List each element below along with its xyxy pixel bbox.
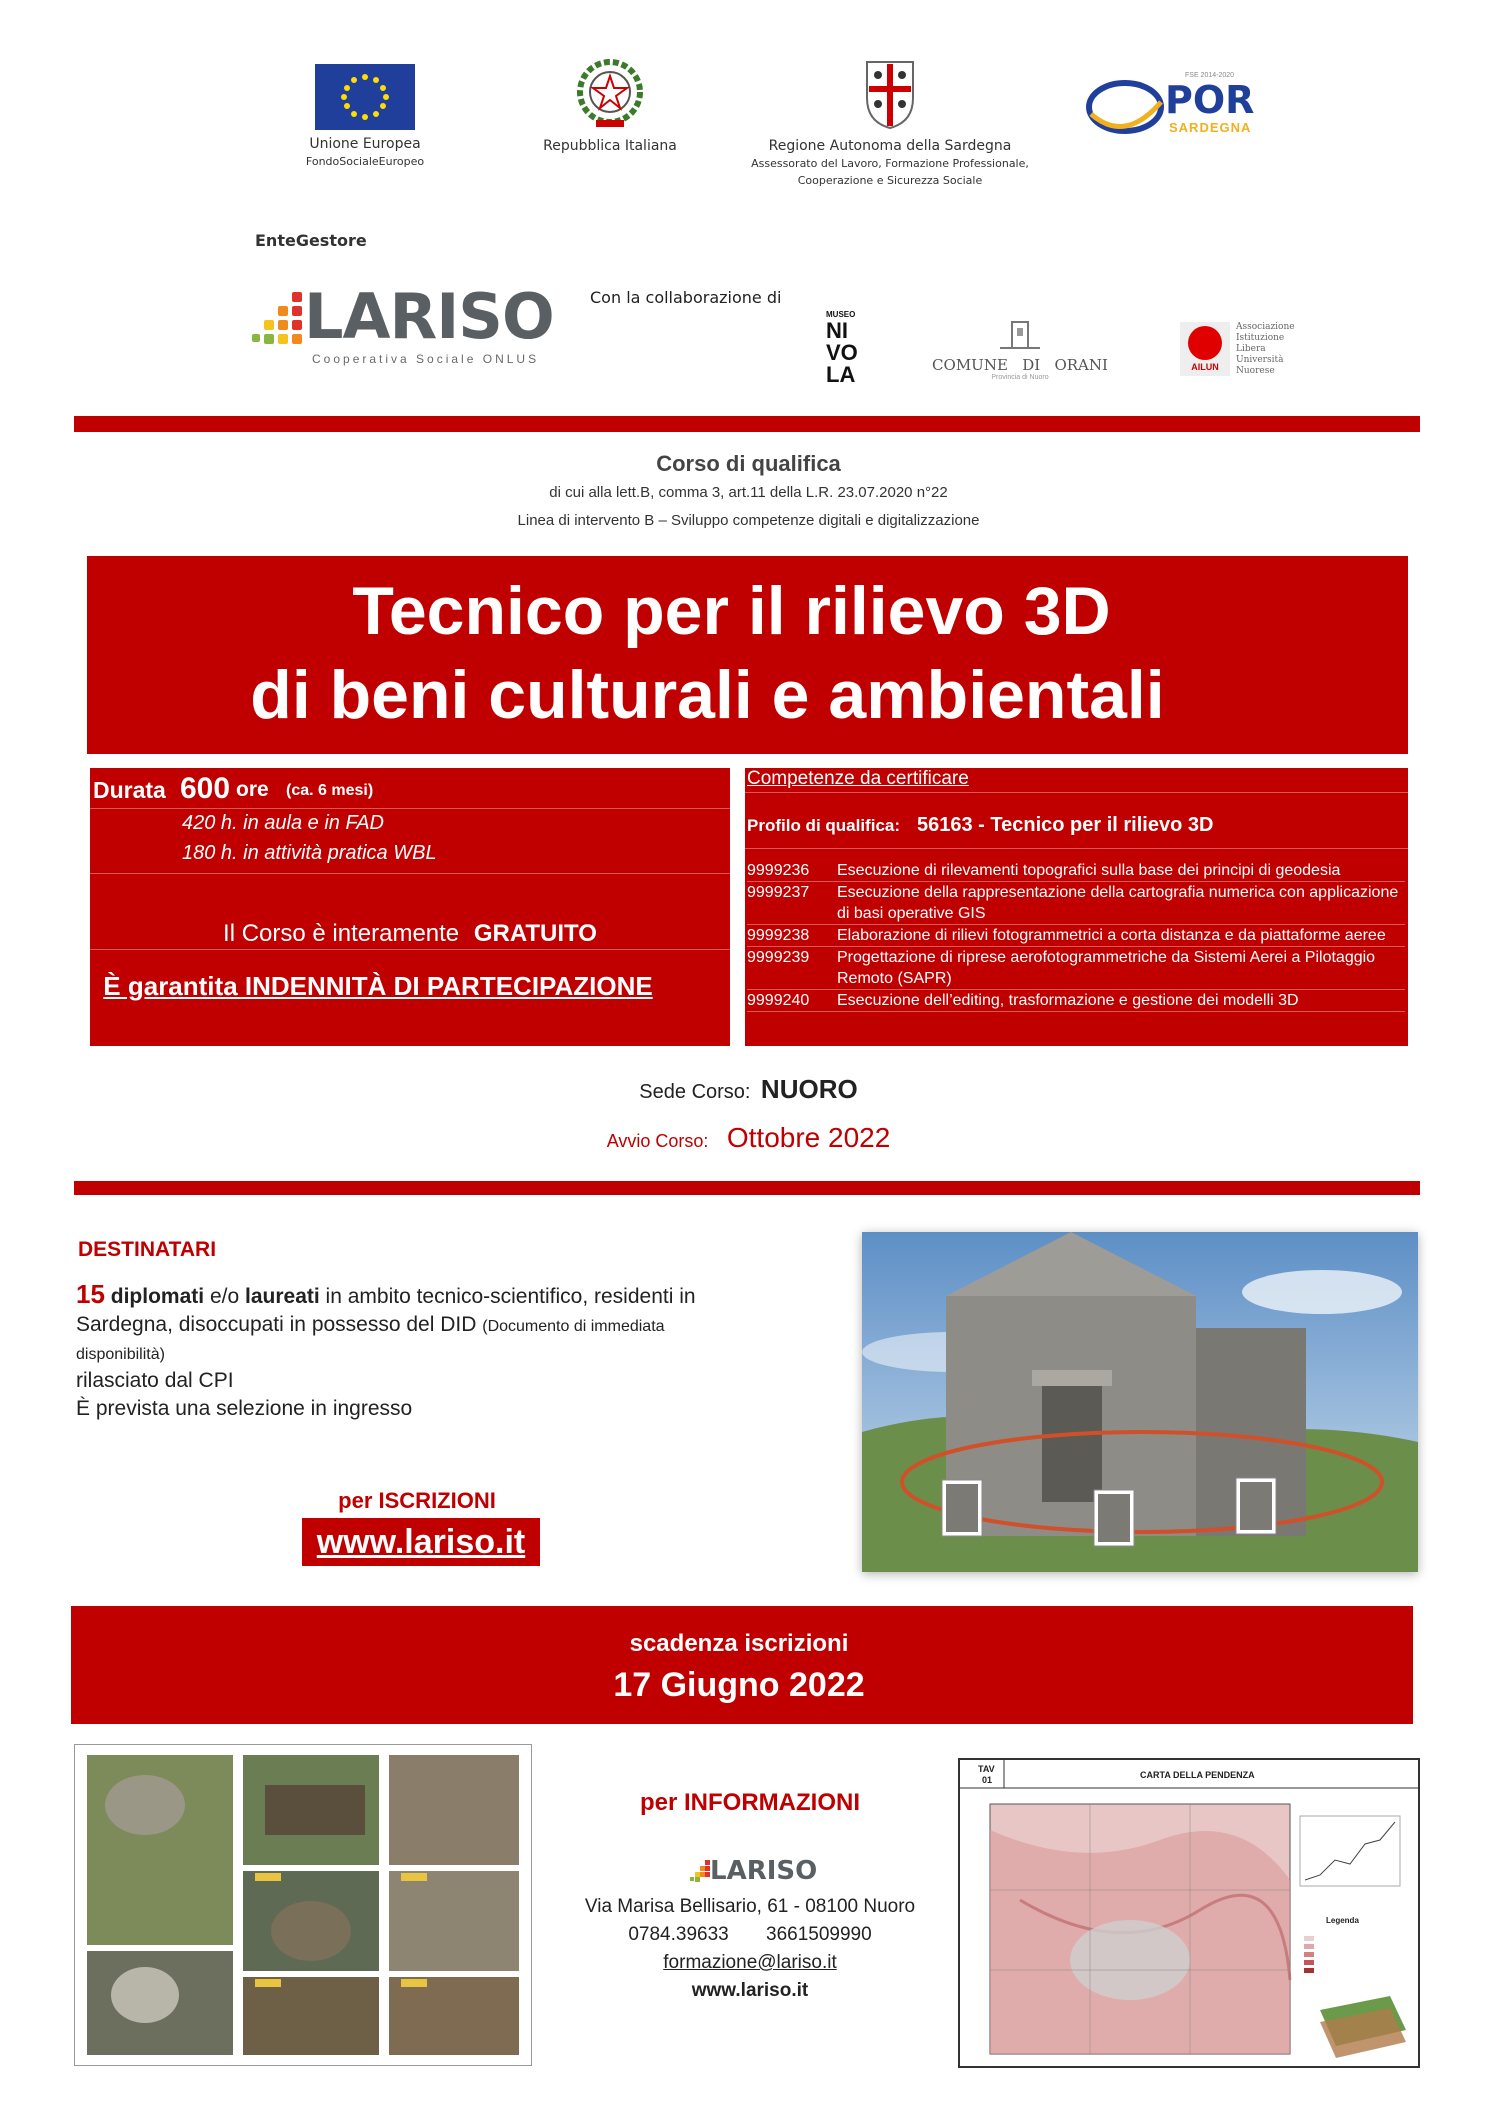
por-logo: [1085, 72, 1265, 142]
nivola-small: MUSEO: [826, 310, 856, 319]
map-legend: Legenda: [1326, 1916, 1359, 1925]
durata-box: [90, 768, 730, 1046]
sardegna-line2: Cooperazione e Sicurezza Sociale: [797, 174, 983, 187]
sardegna-logo-block: [745, 56, 1035, 189]
map-image: [960, 1760, 1418, 2066]
avvio-label: Avvio Corso:: [606, 1131, 709, 1151]
competenza-code: 9999240: [747, 992, 810, 1009]
orani-logo: [920, 320, 1120, 381]
indennita: È garantita INDENNITÀ DI PARTECIPAZIONE: [103, 971, 653, 1001]
info-phone1[interactable]: 0784.39633: [628, 1924, 729, 1945]
map-title: CARTA DELLA PENDENZA: [1140, 1770, 1255, 1780]
competenze-list: [747, 860, 1405, 1012]
durata-line2: 180 h. in attività pratica WBL: [182, 842, 437, 864]
por-swoosh-icon: [1085, 74, 1165, 140]
info-lariso-logo: [690, 1856, 818, 1886]
destinatari-num: 15: [76, 1279, 105, 1309]
lariso-logo: [252, 280, 554, 368]
competenze-box: [745, 768, 1408, 1046]
eu-logo-block: [270, 64, 460, 170]
info-web[interactable]: www.lariso.it: [691, 1980, 809, 2001]
iscrizioni-link[interactable]: www.lariso.it: [302, 1518, 540, 1566]
durata-label: Durata: [93, 777, 166, 803]
sardegna-crest-icon: [859, 56, 921, 132]
scadenza-date: 17 Giugno 2022: [613, 1666, 865, 1704]
destinatari-w1: diplomati: [110, 1285, 205, 1308]
por-small: FSE 2014-2020: [1185, 72, 1235, 79]
scadenza-label: scadenza iscrizioni: [629, 1630, 849, 1657]
durata-hours: 600: [180, 772, 231, 805]
competenze-heading: Competenze da certificare: [745, 768, 1410, 793]
nivola-3: LA: [826, 362, 856, 387]
italy-title: Repubblica Italiana: [543, 138, 677, 154]
divider-middle: [74, 1181, 1420, 1195]
iscrizioni-label: per ISCRIZIONI: [338, 1488, 496, 1513]
destinatari-w2: e/o: [209, 1285, 240, 1308]
competenza-code: 9999237: [747, 884, 810, 901]
scadenza-banner: [71, 1606, 1413, 1724]
competenza-text: Elaborazione di rilievi fotogrammetrici a corta distanza e da piattaforme aeree: [837, 927, 1386, 944]
course-ref: di cui alla lett.B, comma 3, art.11 della L.R. 23.07.2020 n°22: [549, 484, 948, 501]
eu-flag-icon: [315, 64, 415, 130]
profilo-label: Profilo di qualifica:: [747, 816, 901, 835]
profilo-value: 56163 - Tecnico per il rilievo 3D: [917, 814, 1214, 836]
sede-label: Sede Corso:: [639, 1081, 751, 1103]
ailun-text-mark: AILUN: [1191, 362, 1219, 372]
pendenza-map: [958, 1758, 1420, 2068]
church-photo: [862, 1232, 1418, 1572]
competenza-text: Esecuzione dell’editing, trasformazione e gestione dei modelli 3D: [837, 992, 1299, 1009]
nivola-1: NI: [826, 318, 848, 343]
competenza-code: 9999239: [747, 949, 810, 966]
destinatari-w4: in ambito tecnico-scientifico, residenti in Sardegna, disoccupati in possesso del DID: [76, 1285, 696, 1336]
destinatari-line3: È prevista una selezione in ingresso: [76, 1397, 413, 1420]
map-num: 01: [982, 1775, 993, 1785]
divider-top: [74, 416, 1420, 432]
ailun-text-3: Libera: [1236, 344, 1266, 354]
competenza-code: 9999238: [747, 927, 810, 944]
lariso-name: LARISO: [304, 280, 554, 353]
competenza-item: [747, 947, 1405, 990]
ailun-text-4: Università: [1236, 355, 1284, 365]
photo-collage: [74, 1744, 532, 2066]
competenza-item: [747, 860, 1405, 882]
collab-label: Con la collaborazione di: [590, 288, 782, 307]
competenza-text: Esecuzione della rappresentazione della cartografia numerica con applicazione di basi operative GIS: [837, 884, 1399, 922]
destinatari-line2: rilasciato dal CPI: [76, 1369, 234, 1392]
info-email[interactable]: formazione@lariso.it: [663, 1952, 837, 1973]
nivola-2: VO: [826, 340, 858, 365]
durata-months: (ca. 6 mesi): [286, 782, 374, 799]
durata-line1: 420 h. in aula e in FAD: [182, 812, 384, 834]
course-line: Linea di intervento B – Sviluppo competenze digitali e digitalizzazione: [517, 512, 980, 529]
sardegna-title: Regione Autonoma della Sardegna: [768, 138, 1012, 154]
ailun-text-5: Nuorese: [1236, 366, 1275, 376]
lariso-sub: Cooperativa Sociale ONLUS: [312, 352, 540, 366]
destinatari-text: [76, 1280, 706, 1423]
competenza-item: [747, 882, 1405, 925]
info-lariso-dots-icon: [690, 1860, 712, 1882]
info-address: Via Marisa Bellisario, 61 - 08100 Nuoro: [584, 1896, 916, 1917]
course-heading: Corso di qualifica: [656, 451, 841, 476]
eu-title: Unione Europea: [309, 136, 421, 152]
competenza-code: 9999236: [747, 862, 810, 879]
destinatari-heading: DESTINATARI: [78, 1238, 217, 1261]
avvio-value: Ottobre 2022: [726, 1122, 891, 1153]
destinatari-w3: laureati: [245, 1285, 320, 1308]
info-phone2[interactable]: 3661509990: [766, 1924, 872, 1945]
italy-emblem-icon: [572, 56, 648, 132]
collage-image: [75, 1745, 531, 2065]
sede-value: NUORO: [760, 1074, 858, 1104]
nivola-logo: [826, 310, 866, 386]
eu-subtitle: FondoSocialeEuropeo: [305, 155, 425, 168]
competenza-item: [747, 925, 1405, 947]
title-banner: [87, 556, 1408, 754]
ailun-mark-icon: [1180, 322, 1230, 376]
gratuito: GRATUITO: [473, 920, 597, 947]
destinatari-small: (Documento di immediata disponibilità): [76, 1318, 665, 1363]
course-title-2: di beni culturali e ambientali: [250, 657, 1165, 733]
gratuito-pre: Il Corso è interamente: [223, 920, 460, 947]
ente-gestore-label: EnteGestore: [255, 231, 367, 250]
map-tav: TAV: [978, 1764, 995, 1774]
orani-name: COMUNE DI ORANI: [932, 356, 1108, 374]
orani-sub: Provincia di Nuoro: [991, 374, 1049, 381]
ailun-logo: [1180, 322, 1310, 384]
info-lariso-name: LARISO: [710, 1856, 818, 1886]
competenza-text: Esecuzione di rilevamenti topografici sulla base dei principi di geodesia: [837, 862, 1341, 879]
italy-logo-block: [520, 56, 700, 155]
info-label: per INFORMAZIONI: [640, 1789, 860, 1816]
por-sub: SARDEGNA: [1169, 120, 1252, 135]
por-text: POR: [1165, 78, 1255, 122]
orani-crest-icon: [998, 320, 1042, 352]
ailun-text-1: Associazione: [1236, 322, 1295, 332]
sardegna-line1: Assessorato del Lavoro, Formazione Professionale,: [751, 157, 1029, 170]
course-title-1: Tecnico per il rilievo 3D: [352, 573, 1111, 649]
durata-unit: ore: [236, 778, 269, 801]
competenza-text: Progettazione di riprese aerofotogrammetriche da Sistemi Aerei a Pilotaggio Remoto (SAPR): [837, 949, 1376, 987]
competenza-item: [747, 990, 1405, 1012]
ailun-text-2: Istituzione: [1236, 333, 1285, 343]
lariso-dots-icon: [252, 290, 312, 350]
church-3d-image: [862, 1232, 1418, 1572]
